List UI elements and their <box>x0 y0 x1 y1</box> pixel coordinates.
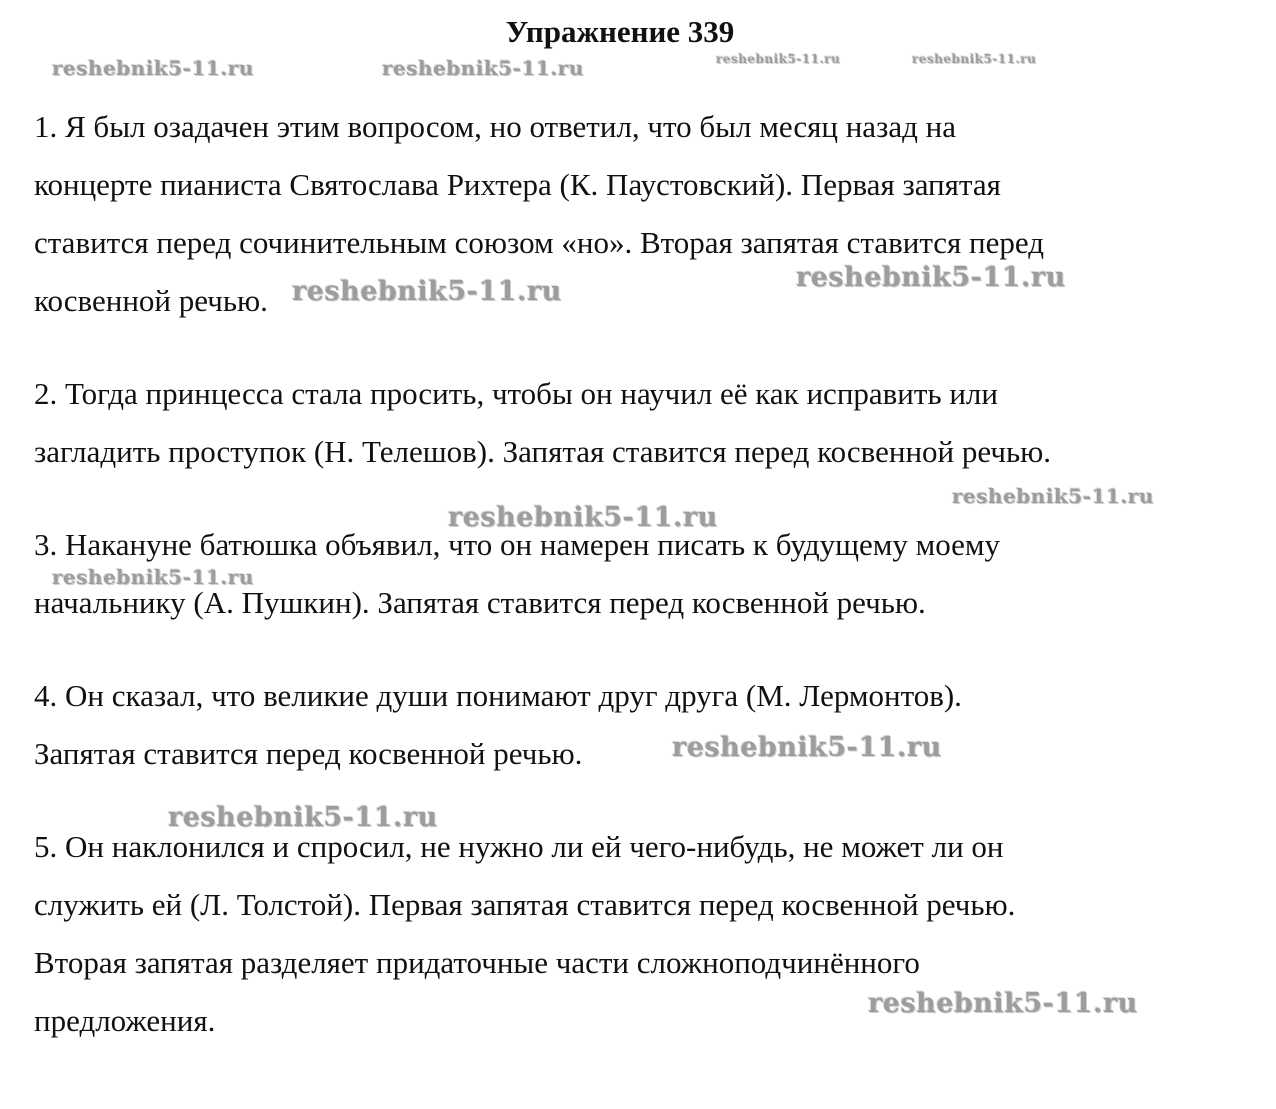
text-line: предложения. <box>34 1003 216 1038</box>
watermark: reshebnik5-11.ru <box>952 484 1154 508</box>
text-line: служить ей (Л. Толстой). Первая запятая ставится перед косвенной речью. <box>34 887 1016 922</box>
watermark: reshebnik5-11.ru <box>716 52 841 66</box>
text-line: 3. Накануне батюшка объявил, что он намерен писать к будущему моему <box>34 527 1001 562</box>
paragraph-4 <box>34 667 1234 783</box>
watermark: reshebnik5-11.ru <box>382 56 584 80</box>
watermark: reshebnik5-11.ru <box>912 52 1037 66</box>
watermark: reshebnik5-11.ru <box>52 565 254 589</box>
text-line: 2. Тогда принцесса стала просить, чтобы он научил её как исправить или <box>34 376 998 411</box>
watermark: reshebnik5-11.ru <box>796 262 1066 293</box>
text-line: начальнику (А. Пушкин). Запятая ставится перед косвенной речью. <box>34 585 926 620</box>
text-line: Запятая ставится перед косвенной речью. <box>34 736 583 771</box>
text-line: загладить проступок (Н. Телешов). Запятая ставится перед косвенной речью. <box>34 434 1052 469</box>
watermark: reshebnik5-11.ru <box>672 732 942 763</box>
watermark: reshebnik5-11.ru <box>52 56 254 80</box>
text-line: 1. Я был озадачен этим вопросом, но ответил, что был месяц назад на <box>34 109 956 144</box>
text-line: косвенной речью. <box>34 283 268 318</box>
watermark: reshebnik5-11.ru <box>448 502 718 533</box>
paragraph-2 <box>34 365 1234 481</box>
text-line: 4. Он сказал, что великие души понимают друг друга (М. Лермонтов). <box>34 678 962 713</box>
watermark: reshebnik5-11.ru <box>868 988 1138 1019</box>
watermark: reshebnik5-11.ru <box>168 802 438 833</box>
text-line: концерте пианиста Святослава Рихтера (К. Паустовский). Первая запятая <box>34 167 1001 202</box>
paragraph-1 <box>34 98 1234 330</box>
text-line: 5. Он наклонился и спросил, не нужно ли ей чего-нибудь, не может ли он <box>34 829 1004 864</box>
text-line: Вторая запятая разделяет придаточные части сложноподчинённого <box>34 945 920 980</box>
exercise-answer-text <box>34 98 1234 1085</box>
text-line: ставится перед сочинительным союзом «но». Вторая запятая ставится перед <box>34 225 1045 260</box>
page-title: Упражнение 339 <box>505 14 735 49</box>
watermark: reshebnik5-11.ru <box>292 276 562 307</box>
